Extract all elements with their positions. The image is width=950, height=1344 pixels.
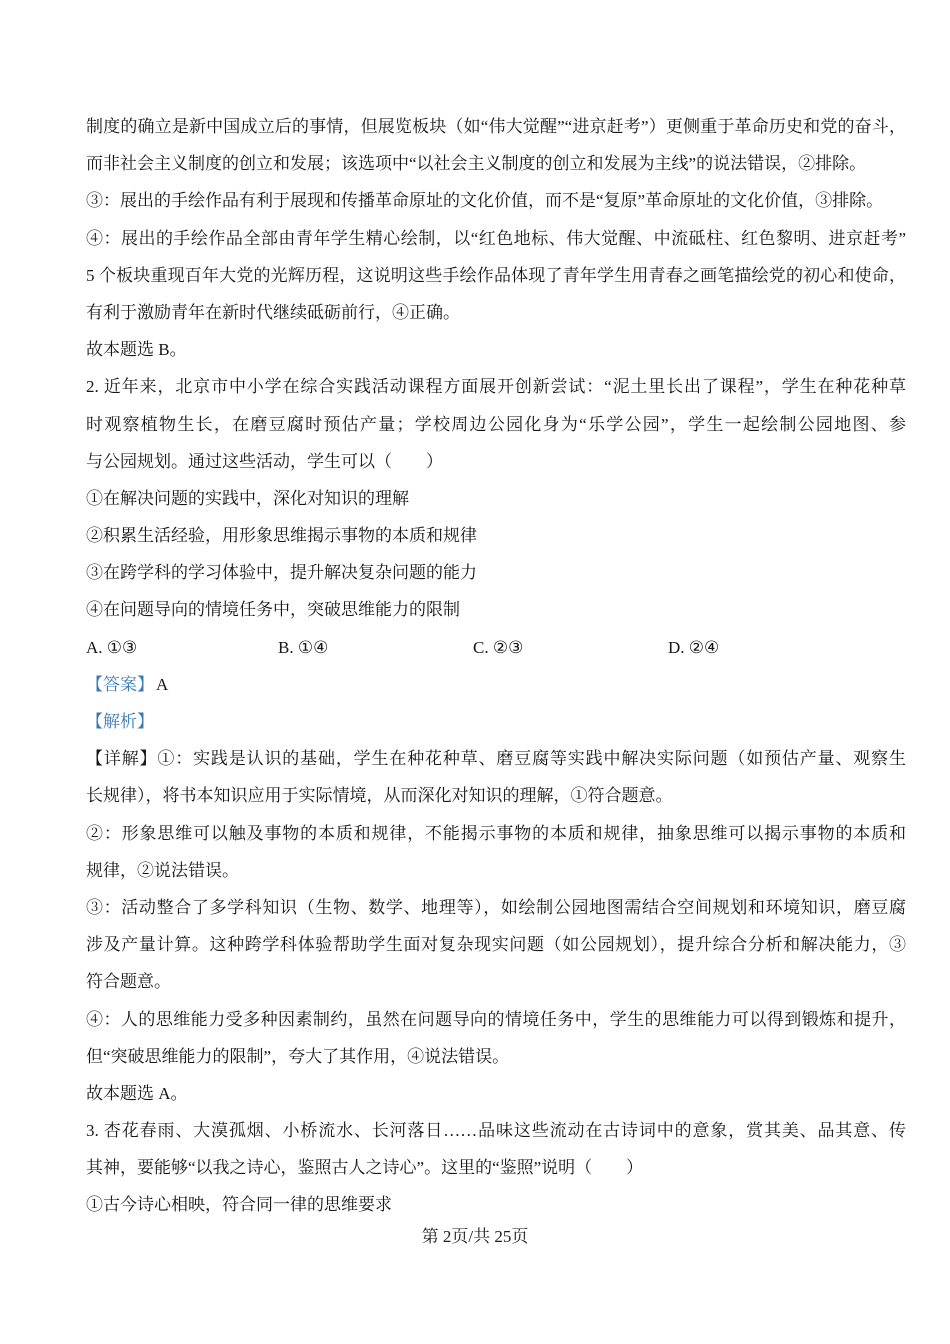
text-line: 而非社会主义制度的创立和发展；该选项中“以社会主义制度的创立和发展为主线”的说法错误，②排除。 <box>86 154 867 174</box>
page-number: 第 2页/共 25页 <box>421 1227 529 1246</box>
options-row <box>86 629 906 666</box>
answer-line <box>86 666 906 703</box>
option-choice-b: B. ①④ <box>278 637 329 657</box>
text-line: 制度的确立是新中国成立后的事情，但展览板块（如“伟大觉醒”“进京赶考”）更侧重于革命历史和党的奋斗， <box>86 117 906 136</box>
text-line: 规律，②说法错误。 <box>86 860 239 880</box>
analysis-line <box>86 703 906 740</box>
text-line: ④在问题导向的情境任务中，突破思维能力的限制 <box>86 600 460 620</box>
option-choice-c: C. ②③ <box>473 637 524 657</box>
analysis-label: 【解析】 <box>86 712 154 731</box>
text-line: 3. 杏花春雨、大漠孤烟、小桥流水、长河落日……品味这些流动在古诗词中的意象，赏其美、品其意、传 <box>86 1121 906 1141</box>
text-line: ③在跨学科的学习体验中，提升解决复杂问题的能力 <box>86 563 477 583</box>
page-footer <box>0 1222 950 1252</box>
text-line: 时观察植物生长，在磨豆腐时预估产量；学校周边公园化身为“乐学公园”，学生一起绘制公园地图、参 <box>86 414 906 434</box>
answer-label: 【答案】 <box>86 674 154 694</box>
answer-value: A <box>156 674 169 694</box>
document-body <box>86 108 906 1224</box>
text-line: 符合题意。 <box>86 972 171 992</box>
text-line: 【详解】①：实践是认识的基础，学生在种花种草、磨豆腐等实践中解决实际问题（如预估产量、观察生 <box>86 749 906 769</box>
text-line: 故本题选 B。 <box>86 340 187 360</box>
text-line: 2. 近年来，北京市中小学在综合实践活动课程方面展开创新尝试：“泥土里长出了课程”，学生在种花种草 <box>86 377 906 397</box>
option-choice-d: D. ②④ <box>668 637 720 657</box>
text-line: 5 个板块重现百年大党的光辉历程，这说明这些手绘作品体现了青年学生用青春之画笔描绘党的初心和使命， <box>86 265 906 285</box>
text-line: 其神，要能够“以我之诗心，鉴照古人之诗心”。这里的“鉴照”说明（ ） <box>86 1158 644 1178</box>
text-line: 故本题选 A。 <box>86 1083 188 1103</box>
text-line: 有利于激励青年在新时代继续砥砺前行，④正确。 <box>86 302 460 322</box>
text-line: ①在解决问题的实践中，深化对知识的理解 <box>86 488 409 508</box>
text-line: ②积累生活经验，用形象思维揭示事物的本质和规律 <box>86 526 477 546</box>
text-line: ②：形象思维可以触及事物的本质和规律，不能揭示事物的本质和规律，抽象思维可以揭示事物的本质和 <box>86 823 906 843</box>
text-line: ④：展出的手绘作品全部由青年学生精心绘制，以“红色地标、伟大觉醒、中流砥柱、红色黎明、进京赶考” <box>86 228 906 248</box>
text-line: 但“突破思维能力的限制”，夸大了其作用，④说法错误。 <box>86 1046 510 1066</box>
text-line: ①古今诗心相映，符合同一律的思维要求 <box>86 1195 392 1215</box>
text-line: ③：活动整合了多学科知识（生物、数学、地理等），如绘制公园地图需结合空间规划和环境知识，磨豆腐 <box>86 897 906 917</box>
text-line: 长规律），将书本知识应用于实际情境，从而深化对知识的理解，①符合题意。 <box>86 786 673 806</box>
option-choice-a: A. ①③ <box>86 637 138 657</box>
text-line: ③：展出的手绘作品有利于展现和传播革命原址的文化价值，而不是“复原”革命原址的文化价值，③排除。 <box>86 191 884 211</box>
text-line: ④：人的思维能力受多种因素制约，虽然在问题导向的情境任务中，学生的思维能力可以得到锻炼和提升， <box>86 1009 906 1029</box>
text-line: 涉及产量计算。这种跨学科体验帮助学生面对复杂现实问题（如公园规划），提升综合分析和解决能力，③ <box>86 935 906 955</box>
text-line: 与公园规划。通过这些活动，学生可以（ ） <box>86 451 443 471</box>
